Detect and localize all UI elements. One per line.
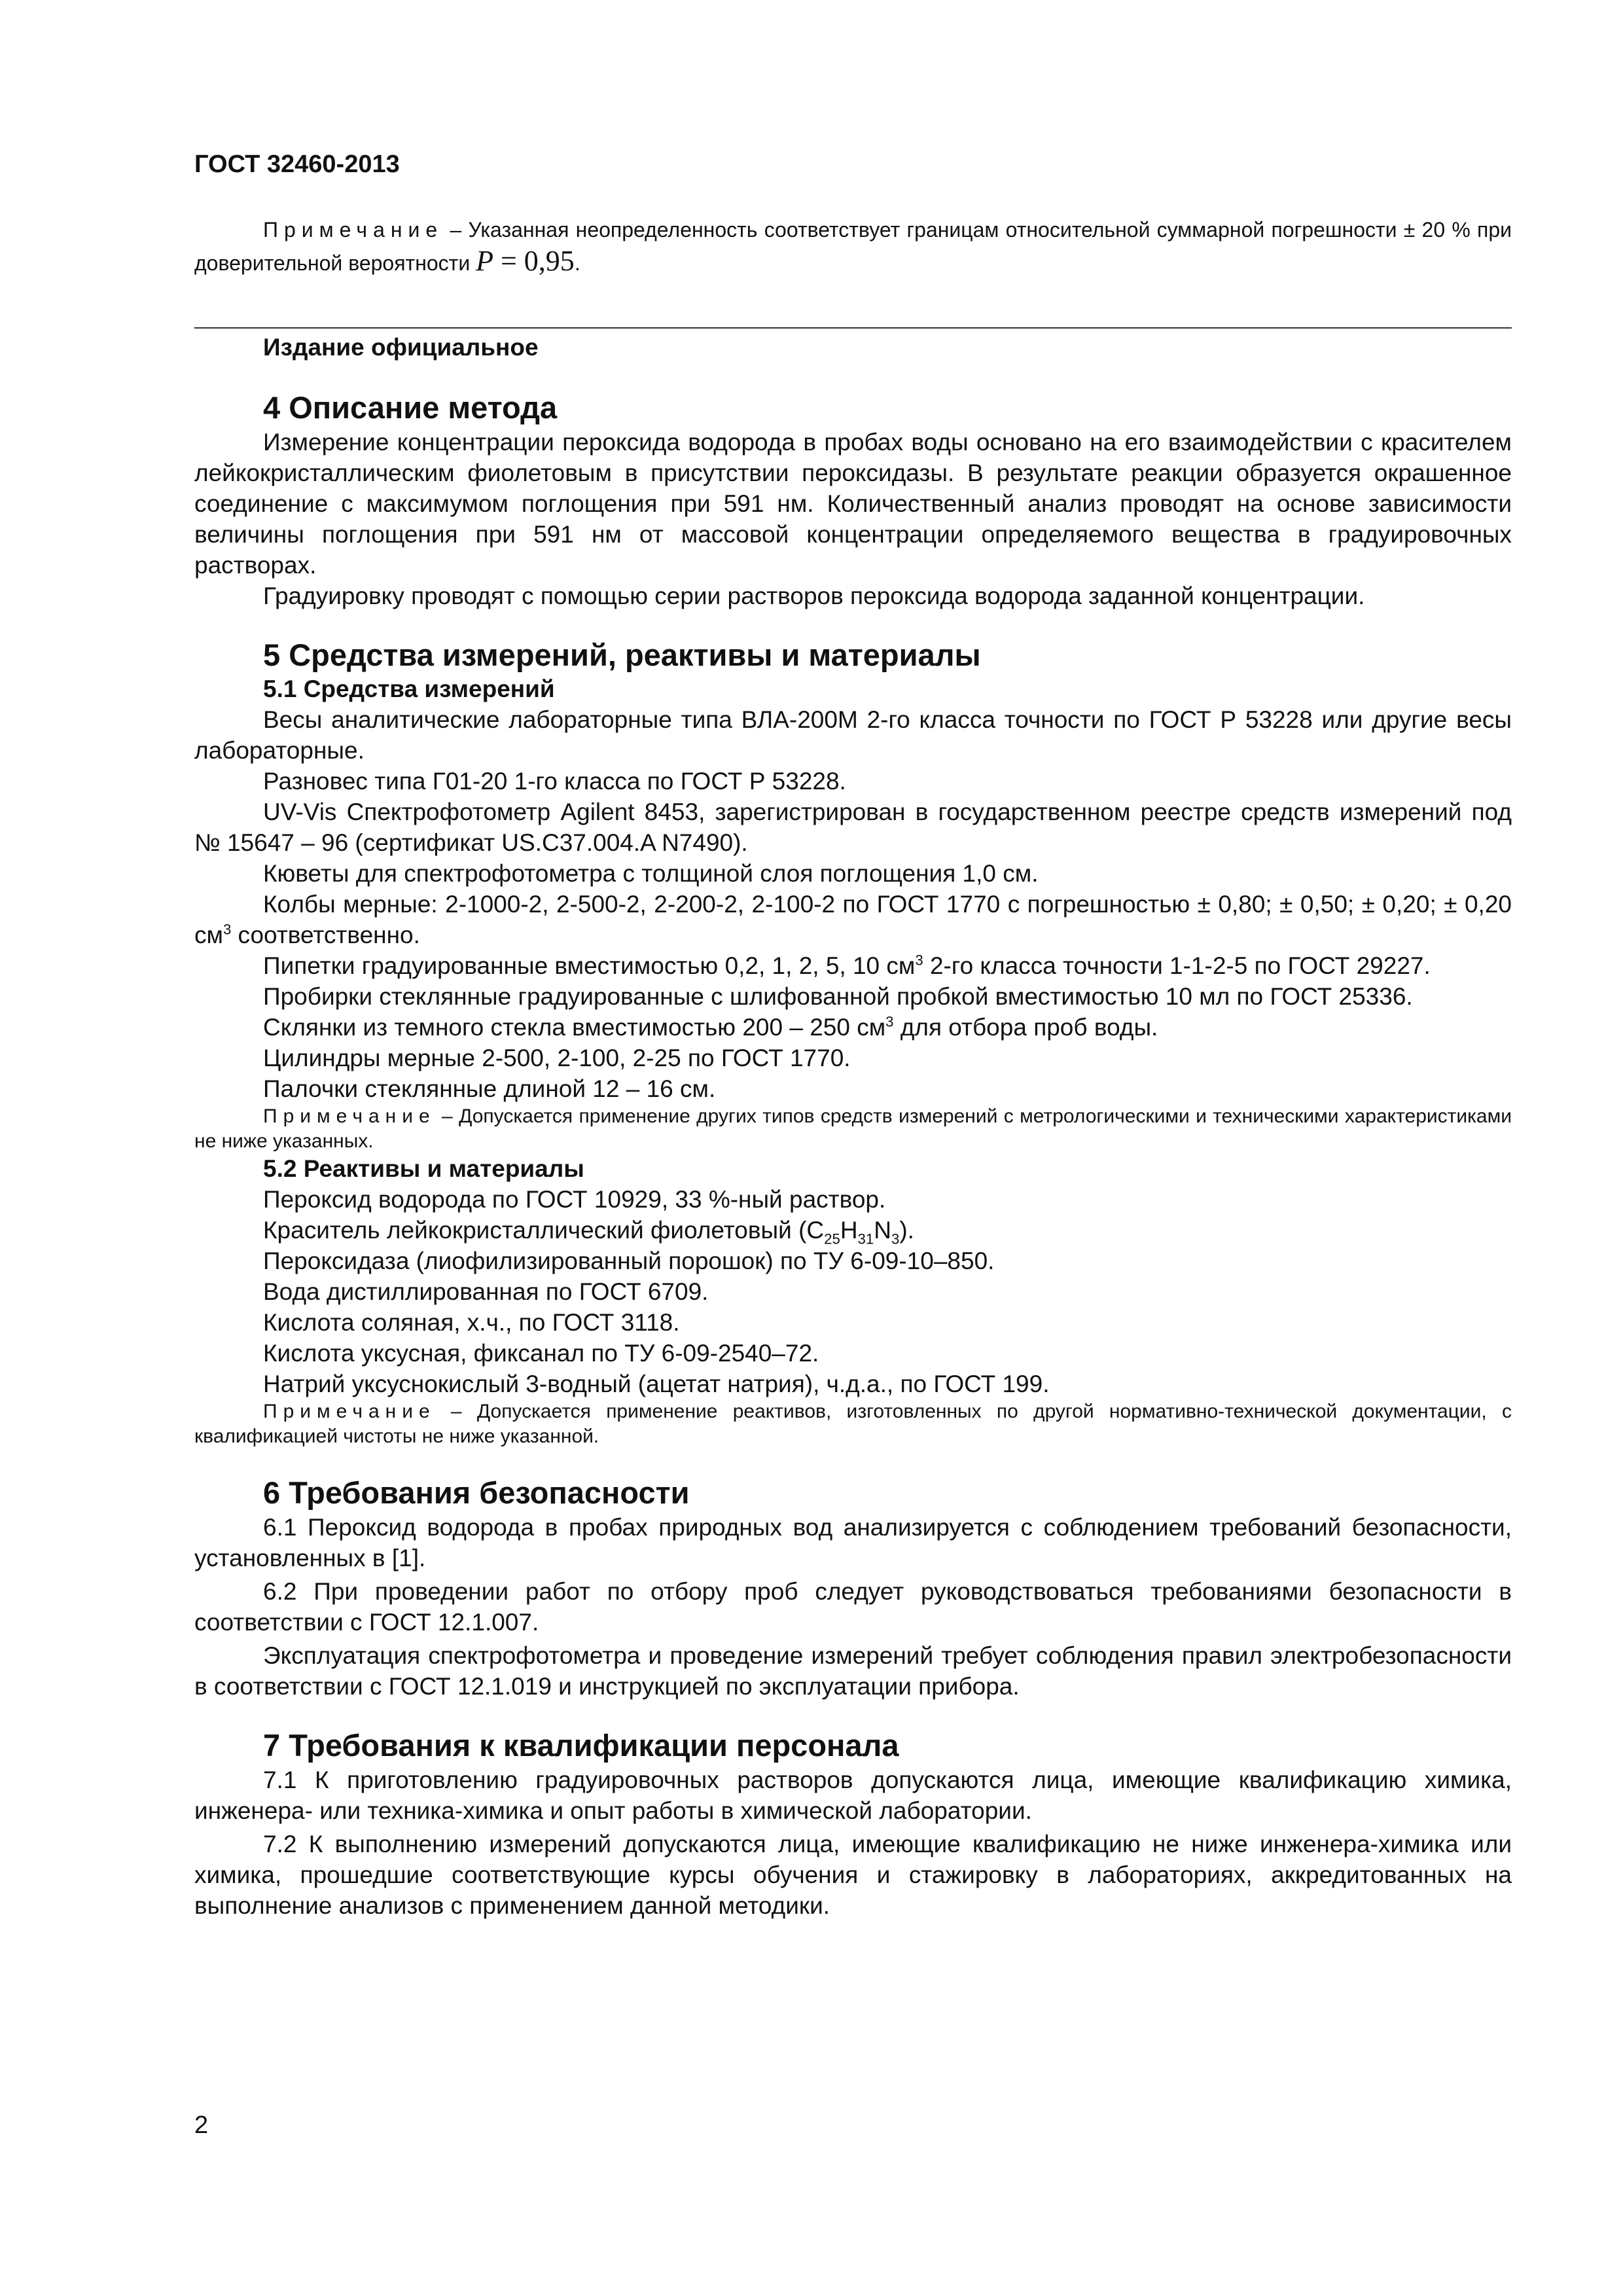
section-7-title: 7 Требования к квалификации персонала [263, 1728, 899, 1763]
section-5-title: 5 Средства измерений, реактивы и материалы [263, 637, 981, 672]
dye-item [194, 1215, 1512, 1246]
section-7-paragraph-2: 7.2 К выполнению измерений допускаются лица, имеющие квалификацию не ниже инженера-химика или химика, прошедшие соответствующие курсы обучения и стажировку в лабораториях, аккредитованных на выполнение анализов с применением данной методики. [194, 1831, 1512, 1919]
document-code: ГОСТ 32460-2013 [194, 151, 400, 178]
section-6-paragraph-3: Эксплуатация спектрофотометра и проведение измерений требует соблюдения правил электробезопасности в соответствии с ГОСТ 12.1.019 и инструкцией по эксплуатации прибора. [194, 1642, 1512, 1700]
subsection-5-1-title: 5.1 Средства измерений [263, 675, 555, 702]
pipettes-text-end: 2-го класса точности 1-1-2-5 по ГОСТ 29227. [923, 952, 1431, 979]
subscript: 31 [857, 1230, 874, 1247]
instruments-note [194, 1104, 1512, 1154]
tubes-item: Пробирки стеклянные градуированные с шлифованной пробкой вместимостью 10 мл по ГОСТ 25336. [263, 983, 1413, 1010]
page-content [194, 147, 1512, 1921]
reagent-item: Кислота соляная, х.ч., по ГОСТ 3118. [263, 1309, 680, 1336]
subscript: 3 [891, 1230, 900, 1247]
page-number: 2 [194, 2111, 209, 2139]
subsection-5-2-title: 5.2 Реактивы и материалы [263, 1155, 584, 1182]
note-label: Примечание [263, 1105, 436, 1127]
note-text: – Допускается применение реактивов, изготовленных по другой нормативно-технической документации, с квалификацией чистоты не ниже указанной. [194, 1401, 1512, 1447]
section-4-title: 4 Описание метода [263, 390, 558, 425]
top-note [194, 214, 1512, 279]
jars-text-end: для отбора проб воды. [893, 1014, 1158, 1041]
note-label: Примечание [263, 1401, 436, 1422]
section-7-paragraph-1: 7.1 К приготовлению градуировочных растворов допускаются лица, имеющие квалификацию химика, инженера- или техника-химика и опыт работы в химической лаборатории. [194, 1767, 1512, 1824]
dye-text-end: ). [899, 1217, 914, 1244]
formula-element: H [840, 1217, 858, 1244]
section-6-paragraph-1: 6.1 Пероксид водорода в пробах природных вод анализируется с соблюдением требований безопасности, установленных в [1]. [194, 1514, 1512, 1571]
section-6-title: 6 Требования безопасности [263, 1475, 690, 1510]
reagents-note [194, 1399, 1512, 1449]
note-text: – Допускается применение других типов средств измерений с метрологическими и техническими характеристиками не ниже указанных. [194, 1105, 1512, 1152]
reagent-item: Натрий уксуснокислый 3-водный (ацетат натрия), ч.д.а., по ГОСТ 199. [263, 1371, 1050, 1397]
formula-element: N [874, 1217, 891, 1244]
note-end: . [574, 251, 580, 275]
flasks-item [194, 889, 1512, 950]
flasks-text-end: соответственно. [231, 922, 420, 948]
dye-text: Краситель лейкокристаллический фиолетовый (C [263, 1217, 825, 1244]
note-text: – Указанная неопределенность соответствует границам относительной суммарной погрешности ± 20 % при доверительной вероятности [194, 218, 1512, 275]
reagent-item: Кислота уксусная, фиксанал по ТУ 6-09-2540–72. [263, 1340, 819, 1367]
instrument-item: Весы аналитические лабораторные типа ВЛА-200М 2-го класса точности по ГОСТ Р 53228 или другие весы лабораторные. [194, 706, 1512, 764]
section-4-paragraph-2: Градуировку проводят с помощью серии растворов пероксида водорода заданной концентрации. [263, 583, 1365, 609]
subscript: 25 [824, 1230, 840, 1247]
note-label: Примечание [263, 218, 444, 242]
instrument-item: Разновес типа Г01-20 1-го класса по ГОСТ Р 53228. [263, 768, 846, 795]
official-edition-label: Издание официальное [263, 334, 539, 361]
rods-item: Палочки стеклянные длиной 12 – 16 см. [263, 1075, 716, 1102]
superscript: 3 [915, 952, 923, 969]
cylinders-item: Цилиндры мерные 2-500, 2-100, 2-25 по ГОСТ 1770. [263, 1045, 851, 1071]
superscript: 3 [223, 921, 232, 938]
pipettes-item [194, 950, 1512, 981]
superscript: 3 [885, 1013, 894, 1030]
section-4-paragraph-1: Измерение концентрации пероксида водорода в пробах воды основано на его взаимодействии с красителем лейкокристаллическим фиолетовым в присутствии пероксидазы. В результате реакции образуется окрашенное соединение с максимумом поглощения при 591 нм. Количественный анализ проводят на основе зависимости величины поглощения при 591 нм от массовой концентрации определяемого вещества в градуировочных растворах. [194, 429, 1512, 579]
instrument-item: UV-Vis Спектрофотометр Agilent 8453, зарегистрирован в государственном реестре средств измерений под № 15647 – 96 (сертификат US.C37.004.A N7490). [194, 798, 1512, 856]
reagent-item: Вода дистиллированная по ГОСТ 6709. [263, 1278, 709, 1305]
reagent-item: Пероксид водорода по ГОСТ 10929, 33 %-ный раствор. [263, 1186, 886, 1213]
reagent-item: Пероксидаза (лиофилизированный порошок) по ТУ 6-09-10–850. [263, 1247, 995, 1274]
flasks-text: Колбы мерные: 2-1000-2, 2-500-2, 2-200-2, 2-100-2 по ГОСТ 1770 с погрешностью ± 0,80; ± 0,50; ± 0,20; ± 0,20 см [194, 891, 1512, 948]
jars-item [194, 1012, 1512, 1043]
section-6-paragraph-2: 6.2 При проведении работ по отбору проб следует руководствоваться требованиями безопасности в соответствии с ГОСТ 12.1.007. [194, 1578, 1512, 1636]
pipettes-text: Пипетки градуированные вместимостью 0,2, 1, 2, 5, 10 см [263, 952, 916, 979]
instrument-item: Кюветы для спектрофотометра с толщиной слоя поглощения 1,0 см. [263, 860, 1039, 887]
math-equation: = 0,95 [493, 245, 575, 277]
math-variable: P [476, 245, 493, 277]
jars-text: Склянки из темного стекла вместимостью 200 – 250 см [263, 1014, 886, 1041]
